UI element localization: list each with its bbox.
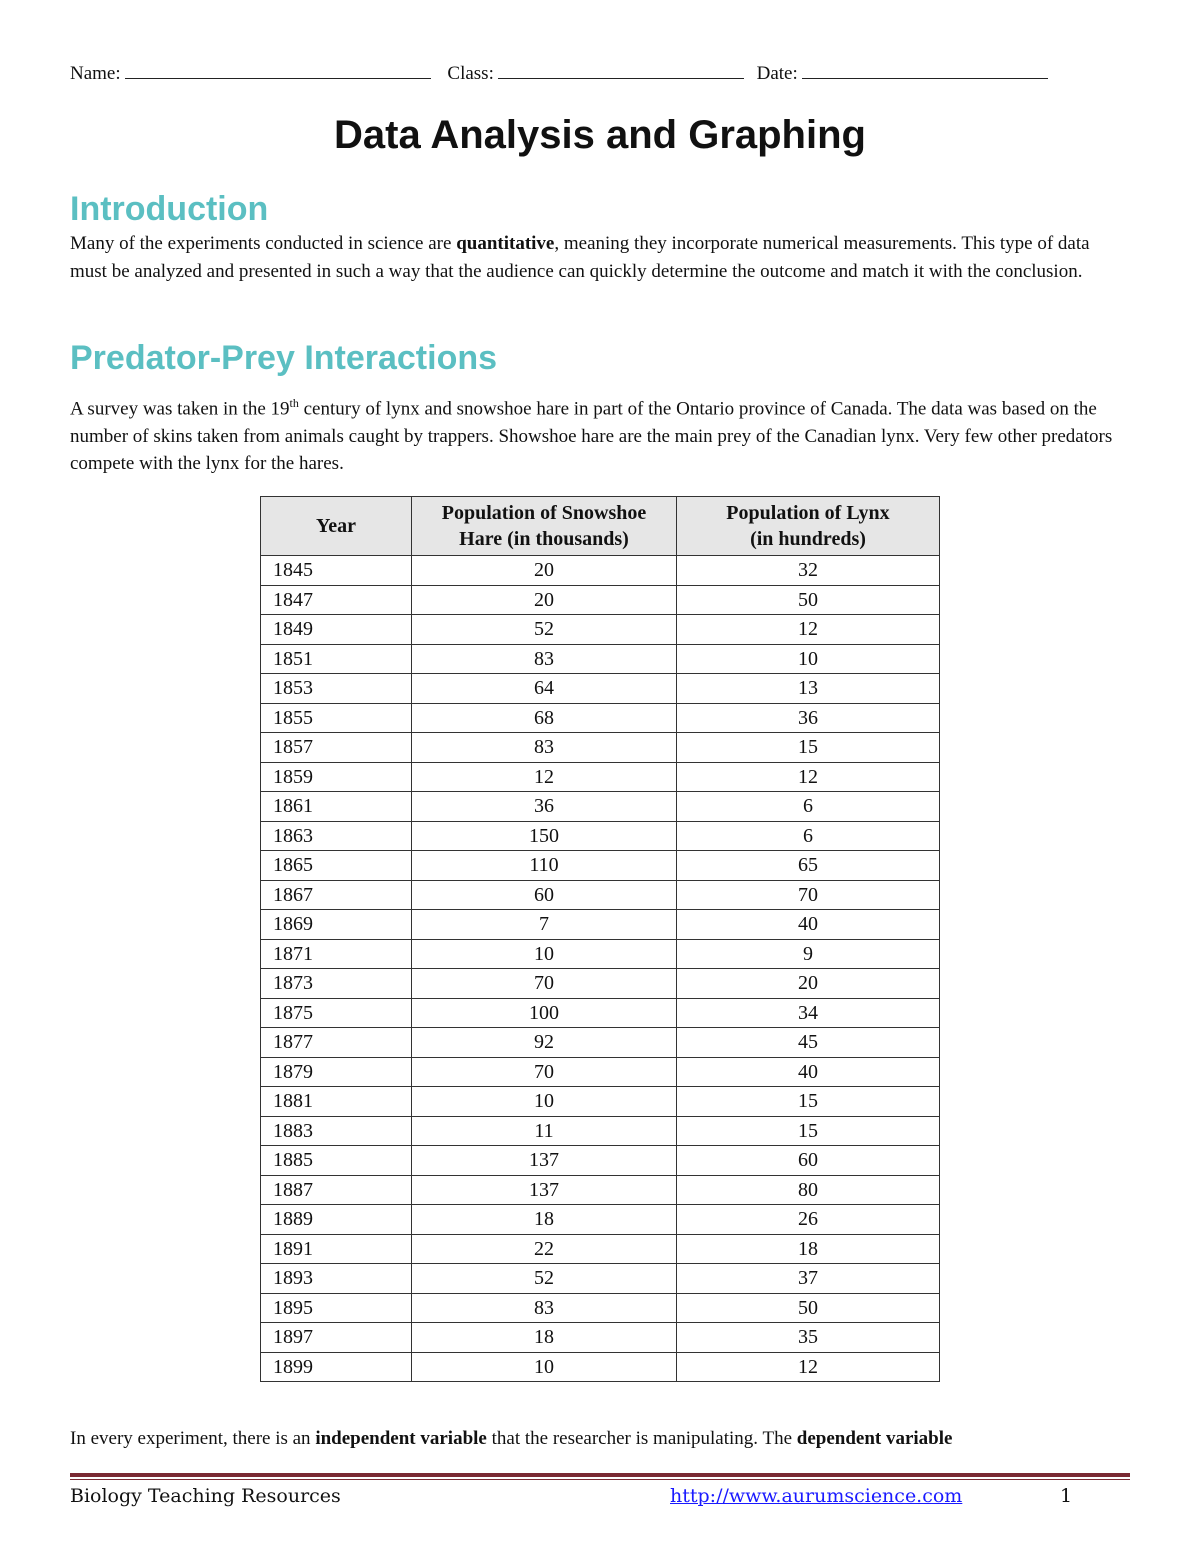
year-cell: 1885 bbox=[261, 1146, 412, 1176]
hare-cell: 70 bbox=[412, 969, 677, 999]
class-field[interactable] bbox=[498, 58, 744, 79]
hare-cell: 10 bbox=[412, 1087, 677, 1117]
lynx-cell: 70 bbox=[677, 880, 940, 910]
lynx-cell: 80 bbox=[677, 1175, 940, 1205]
hare-cell: 36 bbox=[412, 792, 677, 822]
year-cell: 1867 bbox=[261, 880, 412, 910]
lynx-cell: 12 bbox=[677, 615, 940, 645]
footer-divider-thin bbox=[70, 1479, 1130, 1480]
lynx-cell: 13 bbox=[677, 674, 940, 704]
table-row bbox=[261, 1264, 940, 1294]
introduction-heading: Introduction bbox=[70, 190, 269, 228]
year-cell: 1859 bbox=[261, 762, 412, 792]
hare-cell: 12 bbox=[412, 762, 677, 792]
hare-cell: 52 bbox=[412, 1264, 677, 1294]
lynx-cell: 32 bbox=[677, 556, 940, 586]
lynx-cell: 9 bbox=[677, 939, 940, 969]
table-row bbox=[261, 939, 940, 969]
page-title: Data Analysis and Graphing bbox=[334, 113, 866, 157]
page-number: 1 bbox=[1060, 1485, 1073, 1507]
year-cell: 1899 bbox=[261, 1352, 412, 1382]
year-cell: 1897 bbox=[261, 1323, 412, 1353]
lynx-cell: 35 bbox=[677, 1323, 940, 1353]
year-cell: 1883 bbox=[261, 1116, 412, 1146]
class-label: Class: bbox=[447, 63, 494, 84]
table-row bbox=[261, 1146, 940, 1176]
population-table bbox=[260, 496, 940, 1382]
col-year-header: Year bbox=[261, 497, 412, 556]
lynx-cell: 26 bbox=[677, 1205, 940, 1235]
hare-cell: 52 bbox=[412, 615, 677, 645]
lynx-cell: 60 bbox=[677, 1146, 940, 1176]
table-row bbox=[261, 674, 940, 704]
table-row bbox=[261, 1293, 940, 1323]
hare-cell: 11 bbox=[412, 1116, 677, 1146]
table-row bbox=[261, 1057, 940, 1087]
table-row bbox=[261, 703, 940, 733]
year-cell: 1873 bbox=[261, 969, 412, 999]
hare-cell: 7 bbox=[412, 910, 677, 940]
table-row bbox=[261, 821, 940, 851]
year-cell: 1845 bbox=[261, 556, 412, 586]
table-row bbox=[261, 998, 940, 1028]
table-row bbox=[261, 1028, 940, 1058]
table-row bbox=[261, 615, 940, 645]
hare-cell: 10 bbox=[412, 939, 677, 969]
lynx-cell: 40 bbox=[677, 1057, 940, 1087]
year-cell: 1863 bbox=[261, 821, 412, 851]
table-row bbox=[261, 644, 940, 674]
col-lynx-header: Population of Lynx (in hundreds) bbox=[677, 497, 940, 556]
predator-prey-paragraph: A survey was taken in the 19th century of lynx and snowshoe hare in part of the Ontario province of Canada. The data was based on the number of skins taken from animals caught by trappers. Showshoe hare are the main prey of the Canadian lynx. Very few other predators compete with the lynx for the hares. bbox=[70, 396, 1113, 475]
lynx-cell: 40 bbox=[677, 910, 940, 940]
hare-cell: 20 bbox=[412, 585, 677, 615]
date-field[interactable] bbox=[802, 58, 1048, 79]
hare-cell: 83 bbox=[412, 733, 677, 763]
hare-cell: 68 bbox=[412, 703, 677, 733]
table-row bbox=[261, 1116, 940, 1146]
lynx-cell: 50 bbox=[677, 1293, 940, 1323]
lynx-cell: 36 bbox=[677, 703, 940, 733]
year-cell: 1895 bbox=[261, 1293, 412, 1323]
year-cell: 1887 bbox=[261, 1175, 412, 1205]
year-cell: 1891 bbox=[261, 1234, 412, 1264]
table-row bbox=[261, 851, 940, 881]
lynx-cell: 12 bbox=[677, 762, 940, 792]
lynx-cell: 15 bbox=[677, 733, 940, 763]
footer-link[interactable]: http://www.aurumscience.com bbox=[670, 1485, 963, 1507]
table-row bbox=[261, 733, 940, 763]
lynx-cell: 37 bbox=[677, 1264, 940, 1294]
hare-cell: 10 bbox=[412, 1352, 677, 1382]
hare-cell: 83 bbox=[412, 644, 677, 674]
lynx-cell: 10 bbox=[677, 644, 940, 674]
date-label: Date: bbox=[756, 63, 798, 84]
year-cell: 1847 bbox=[261, 585, 412, 615]
table-row bbox=[261, 1234, 940, 1264]
hare-cell: 100 bbox=[412, 998, 677, 1028]
year-cell: 1881 bbox=[261, 1087, 412, 1117]
table-row bbox=[261, 1323, 940, 1353]
table-row bbox=[261, 910, 940, 940]
lynx-cell: 50 bbox=[677, 585, 940, 615]
lynx-cell: 6 bbox=[677, 792, 940, 822]
hare-cell: 22 bbox=[412, 1234, 677, 1264]
hare-cell: 18 bbox=[412, 1205, 677, 1235]
table-row bbox=[261, 792, 940, 822]
table-row bbox=[261, 1205, 940, 1235]
name-field[interactable] bbox=[125, 58, 431, 79]
lynx-cell: 45 bbox=[677, 1028, 940, 1058]
lynx-cell: 15 bbox=[677, 1087, 940, 1117]
table-row bbox=[261, 880, 940, 910]
year-cell: 1893 bbox=[261, 1264, 412, 1294]
lynx-cell: 65 bbox=[677, 851, 940, 881]
year-cell: 1849 bbox=[261, 615, 412, 645]
introduction-paragraph: Many of the experiments conducted in science are quantitative, meaning they incorporate numerical measurements. This type of data must be analyzed and presented in such a way that the audience can quickly determine the outcome and match it with the conclusion. bbox=[70, 233, 1090, 282]
lynx-cell: 15 bbox=[677, 1116, 940, 1146]
hare-cell: 137 bbox=[412, 1175, 677, 1205]
year-cell: 1861 bbox=[261, 792, 412, 822]
hare-cell: 92 bbox=[412, 1028, 677, 1058]
table-row bbox=[261, 556, 940, 586]
lynx-cell: 34 bbox=[677, 998, 940, 1028]
hare-cell: 83 bbox=[412, 1293, 677, 1323]
hare-cell: 64 bbox=[412, 674, 677, 704]
footer-divider bbox=[70, 1473, 1130, 1477]
col-hare-header: Population of Snowshoe Hare (in thousands) bbox=[412, 497, 677, 556]
table-row bbox=[261, 1087, 940, 1117]
table-row bbox=[261, 585, 940, 615]
name-label: Name: bbox=[70, 63, 121, 84]
year-cell: 1889 bbox=[261, 1205, 412, 1235]
hare-cell: 18 bbox=[412, 1323, 677, 1353]
hare-cell: 20 bbox=[412, 556, 677, 586]
hare-cell: 150 bbox=[412, 821, 677, 851]
year-cell: 1853 bbox=[261, 674, 412, 704]
hare-cell: 110 bbox=[412, 851, 677, 881]
lynx-cell: 18 bbox=[677, 1234, 940, 1264]
table-row bbox=[261, 762, 940, 792]
student-info-header bbox=[70, 58, 1130, 85]
hare-cell: 137 bbox=[412, 1146, 677, 1176]
year-cell: 1879 bbox=[261, 1057, 412, 1087]
year-cell: 1871 bbox=[261, 939, 412, 969]
lynx-cell: 20 bbox=[677, 969, 940, 999]
year-cell: 1877 bbox=[261, 1028, 412, 1058]
table-row bbox=[261, 1175, 940, 1205]
hare-cell: 60 bbox=[412, 880, 677, 910]
predator-prey-heading: Predator-Prey Interactions bbox=[70, 339, 498, 377]
table-row bbox=[261, 969, 940, 999]
year-cell: 1855 bbox=[261, 703, 412, 733]
year-cell: 1869 bbox=[261, 910, 412, 940]
closing-paragraph: In every experiment, there is an independent variable that the researcher is manipulating. The dependent variable bbox=[70, 1428, 953, 1449]
year-cell: 1851 bbox=[261, 644, 412, 674]
hare-cell: 70 bbox=[412, 1057, 677, 1087]
lynx-cell: 6 bbox=[677, 821, 940, 851]
year-cell: 1865 bbox=[261, 851, 412, 881]
table-row bbox=[261, 1352, 940, 1382]
year-cell: 1857 bbox=[261, 733, 412, 763]
footer-source: Biology Teaching Resources bbox=[70, 1485, 341, 1507]
year-cell: 1875 bbox=[261, 998, 412, 1028]
lynx-cell: 12 bbox=[677, 1352, 940, 1382]
table-header-row bbox=[261, 497, 940, 556]
